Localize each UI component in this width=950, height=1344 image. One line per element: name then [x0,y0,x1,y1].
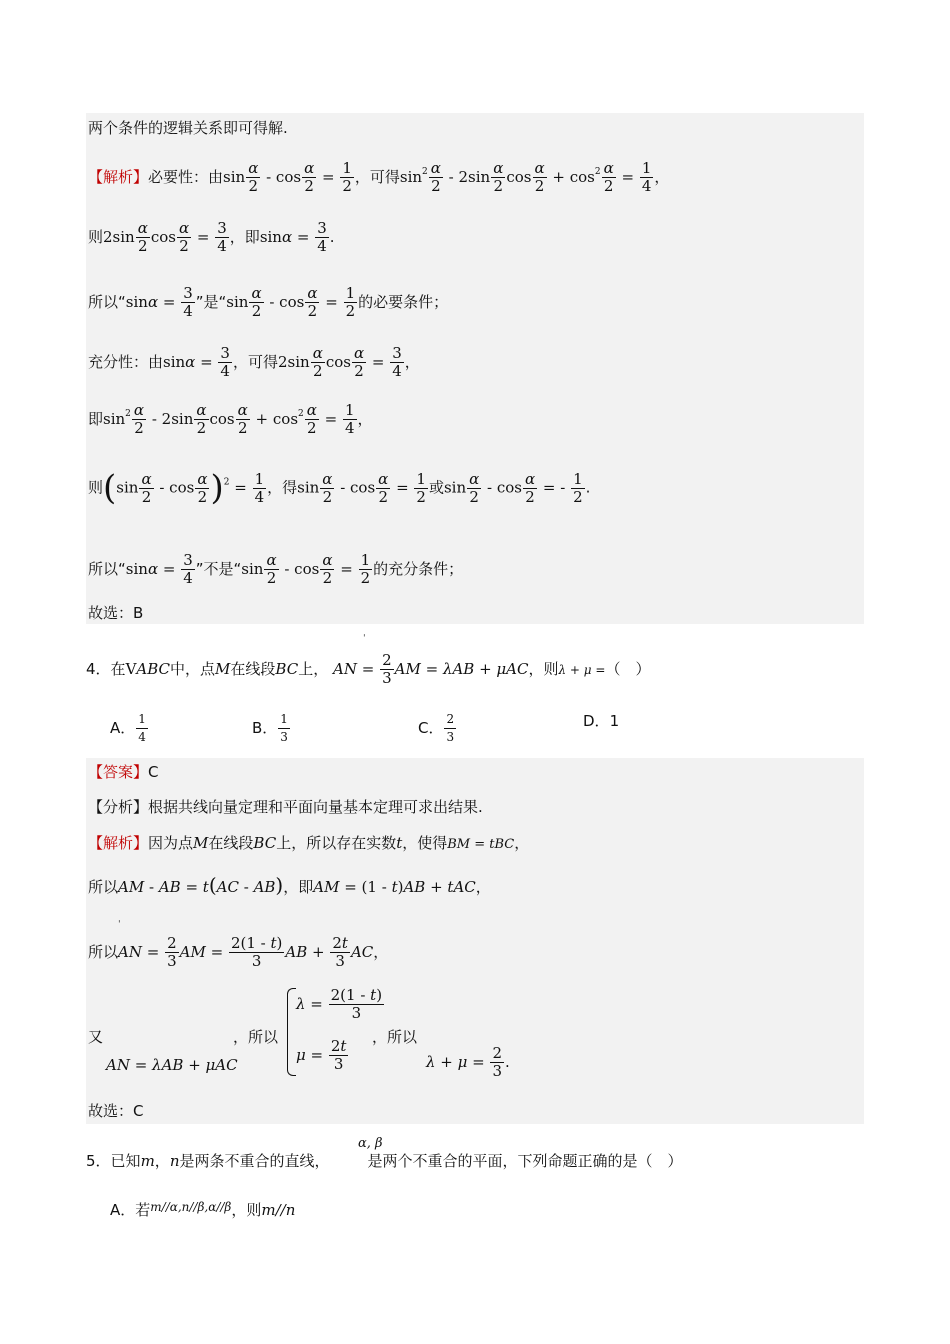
solution-4-mu-eq: μ = $\frac{2t}{3}$ [296,1037,347,1073]
solution-4-analysis: 【分析】根据共线向量定理和平面向量基本定理可求出结果. [88,798,483,816]
solution-4-also: 又 [88,1028,104,1046]
question-5-option-a[interactable]: A．若$^{m//\alpha,n//\beta,\alpha//\beta}$，则m//n [110,1200,296,1219]
question-4-option-d[interactable]: D．1 [583,712,620,730]
solution-3-square-line: 则(sin $\frac{\alpha}{2}$ - cos $\frac{\alpha}{2}$ )$^2$ = $\frac{1}{4}$ ，得sin $\frac{\alpha}{2}$ - cos $\frac{\alpha}{2}$ = $\frac{1}{2}$ 或sin $\frac{\alpha}{2}$ - cos $\frac{\alpha}{2}$ = - $\frac{1}{2}$ . [88,468,591,508]
question-5-planes: α, β [358,1136,383,1151]
solution-3-sufficiency-line: 充分性：由sinα = $\frac{3}{4}$ ，可得2sin $\frac{\alpha}{2}$ cos $\frac{\alpha}{2}$ = $\frac{3}{4}$ ， [88,344,420,380]
question-5-stem: 5．已知m，n是两条不重合的直线， 是两个不重合的平面，下列命题正确的是（ ） [86,1152,683,1170]
solution-3-necessity-line: 【解析】必要性：由sin $\frac{\alpha}{2}$ - cos $\frac{\alpha}{2}$ = $\frac{1}{2}$ ，可得$\sin^2$ $\frac{\alpha}{2}$ - 2sin $\frac{\alpha}{2}$ cos $\frac{\alpha}{2}$ + $\cos^2$ $\frac{\alpha}{2}$ = $\frac{1}{4}$ ， [88,159,670,195]
solution-3-sufficient-line: 所以“sinα = $\frac{3}{4}$ ”不是“sin $\frac{\alpha}{2}$ - cos $\frac{\alpha}{2}$ = $\frac{1}{2}$ 的充分条件； [88,551,464,587]
question-4-option-c[interactable]: C． $\frac{2}{3}$ [418,712,455,744]
solution-4-relation: AN = λAB + μAC [106,1056,238,1074]
vector-arrow-icon: ˈ [118,920,121,930]
solution-4-so2: ，所以 [233,1028,279,1046]
solution-4-line1: 【解析】因为点M在线段BC上，所以存在实数t，使得BM = tBC， [88,834,530,852]
solution-4-line2: 所以AM - AB = t(AC - AB)，即AM = (1 - t)AB + tAC， [88,873,491,897]
solution-3-then-line: 则2sin $\frac{\alpha}{2}$ cos $\frac{\alpha}{2}$ = $\frac{3}{4}$ ，即sinα = $\frac{3}{4}$ . [88,219,335,255]
question-4-option-b[interactable]: B． $\frac{1}{3}$ [252,712,288,744]
solution-4-line3: 所以AN = $\frac{2}{3}$ AM = $\frac{2(1 - t)}{3}$ AB + $\frac{2t}{3}$ AC， [88,934,389,970]
jiexi-tag: 【解析】 [88,168,149,186]
answer-tag: 【答案】 [88,763,149,781]
solution-3-answer: 故选：B [88,604,144,622]
solution-4-so3: ，所以 [372,1028,418,1046]
system-brace [287,988,296,1076]
solution-4-answer: 【答案】C [88,763,159,781]
solution-3-intro: 两个条件的逻辑关系即可得解. [88,119,288,137]
jiexi-tag: 【解析】 [88,834,149,852]
question-4-stem: 4．在VABC中，点M在线段BC上， AN = $\frac{2}{3}$ AM = λAB + μAC，则λ + μ =（ ） [86,651,651,687]
solution-4-lambda-eq: λ = $\frac{2(1 - t)}{3}$ [296,986,383,1022]
solution-3-namely-line: 即$\sin^2$ $\frac{\alpha}{2}$ - 2sin $\frac{\alpha}{2}$ cos $\frac{\alpha}{2}$ + $\cos^2$ $\frac{\alpha}{2}$ = $\frac{1}{4}$ ， [88,401,373,437]
solution-4-result: λ + μ = $\frac{2}{3}$ . [426,1044,510,1080]
solution-4-answer-choice: 故选：C [88,1102,144,1120]
vector-arrow-icon: ˈ [363,634,366,644]
question-4-option-a[interactable]: A． $\frac{1}{4}$ [110,712,146,744]
solution-3-necessary-line: 所以“sinα = $\frac{3}{4}$ ”是“sin $\frac{\alpha}{2}$ - cos $\frac{\alpha}{2}$ = $\frac{1}{2}$ 的必要条件； [88,284,449,320]
